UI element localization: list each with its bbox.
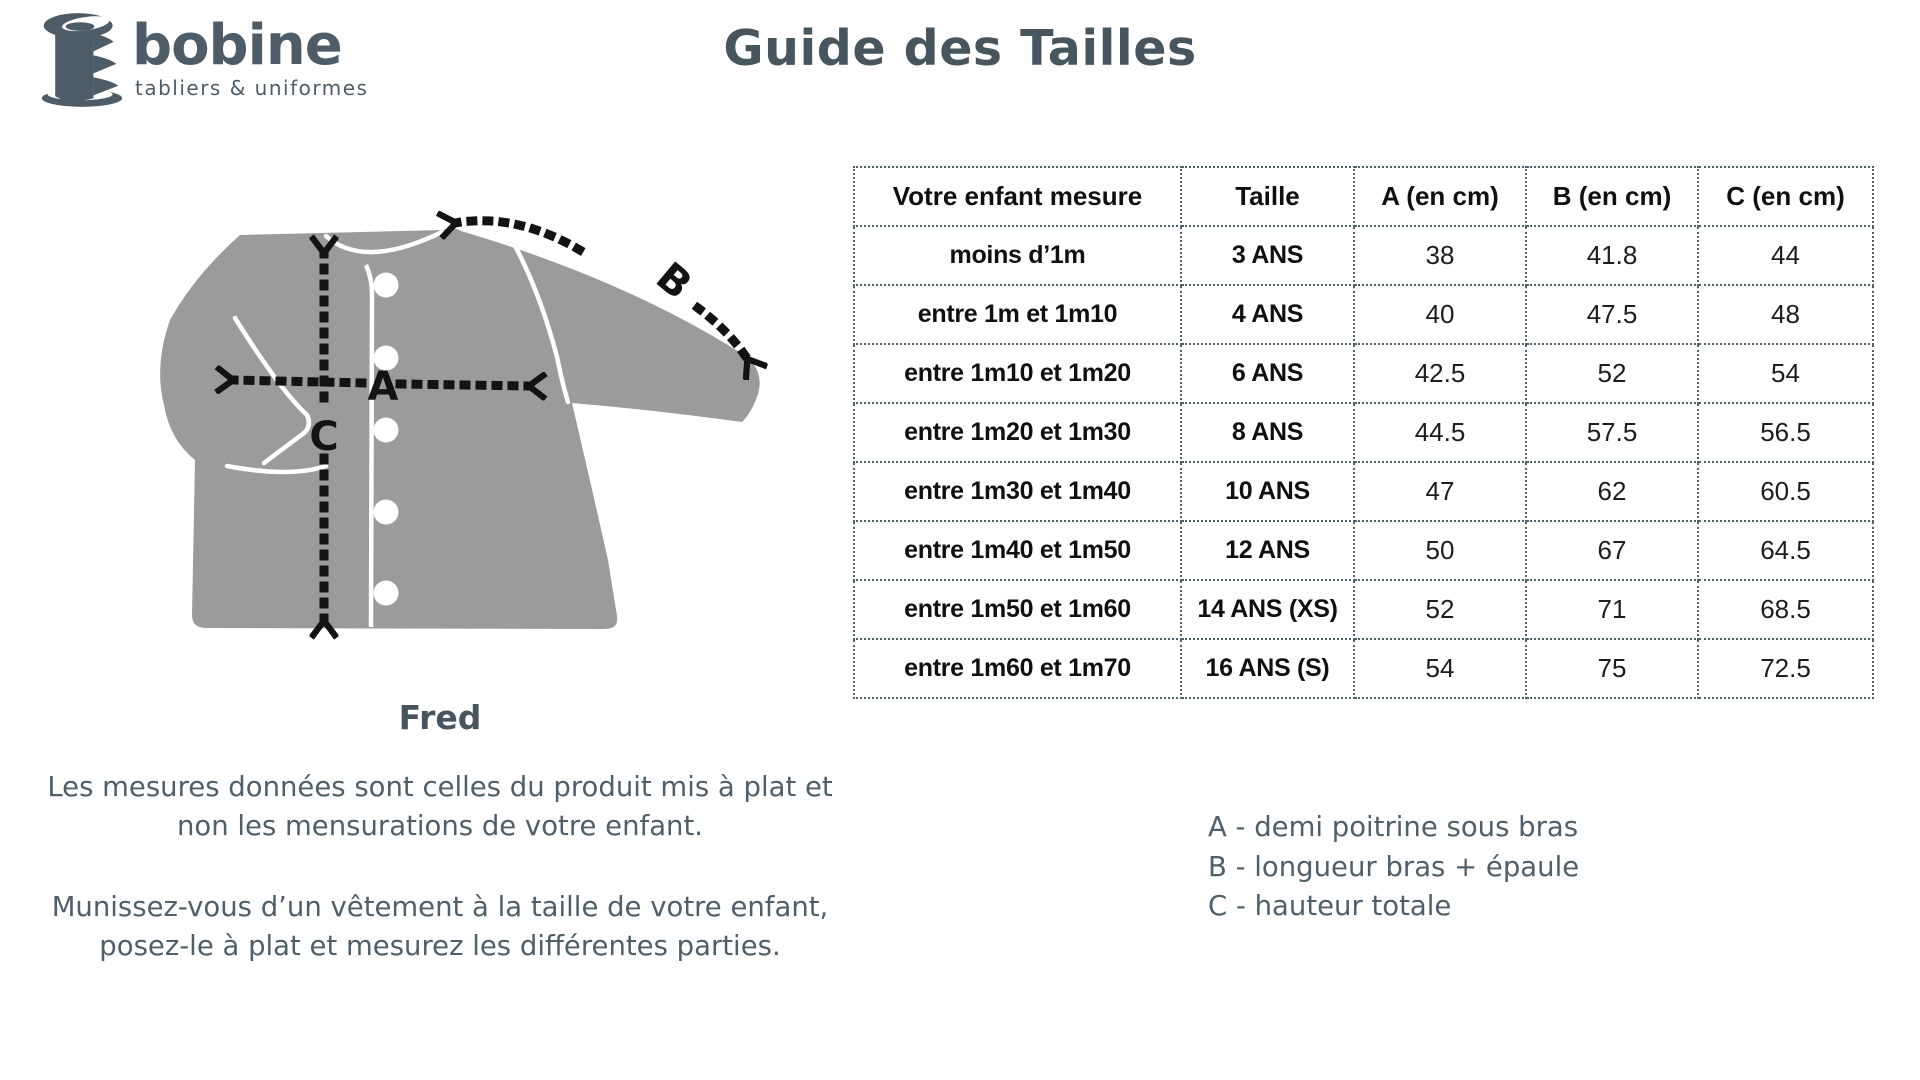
cell-b-cm: 57.5: [1526, 403, 1698, 462]
cell-a-cm: 50: [1354, 521, 1526, 580]
cell-size: 8 ANS: [1181, 403, 1354, 462]
cell-height-range: entre 1m10 et 1m20: [854, 344, 1181, 403]
product-name: Fred: [398, 698, 482, 737]
legend-item-c: C - hauteur totale: [1208, 890, 1452, 922]
cell-size: 16 ANS (S): [1181, 639, 1354, 698]
cell-a-cm: 54: [1354, 639, 1526, 698]
cell-c-cm: 54: [1698, 344, 1873, 403]
cell-c-cm: 56.5: [1698, 403, 1873, 462]
table-row: [854, 462, 1873, 521]
cell-a-cm: 38: [1354, 226, 1526, 285]
cell-height-range: entre 1m40 et 1m50: [854, 521, 1181, 580]
cell-b-cm: 75: [1526, 639, 1698, 698]
cell-b-cm: 62: [1526, 462, 1698, 521]
cell-a-cm: 44.5: [1354, 403, 1526, 462]
size-table: [853, 166, 1874, 699]
cell-size: 12 ANS: [1181, 521, 1354, 580]
cell-size: 14 ANS (XS): [1181, 580, 1354, 639]
cell-c-cm: 64.5: [1698, 521, 1873, 580]
cell-a-cm: 40: [1354, 285, 1526, 344]
note-instructions: Munissez-vous d’un vêtement à la taille de votre enfant, posez-le à plat et mesurez les différentes parties.: [51, 891, 829, 962]
table-row: [854, 403, 1873, 462]
table-row: [854, 226, 1873, 285]
cell-c-cm: 72.5: [1698, 639, 1873, 698]
cell-height-range: entre 1m50 et 1m60: [854, 580, 1181, 639]
cell-b-cm: 41.8: [1526, 226, 1698, 285]
col-header-size: Taille: [1181, 167, 1354, 226]
col-header-a: A (en cm): [1354, 167, 1526, 226]
col-header-b: B (en cm): [1526, 167, 1698, 226]
table-row: [854, 344, 1873, 403]
cell-b-cm: 71: [1526, 580, 1698, 639]
table-row: [854, 285, 1873, 344]
table-row: [854, 521, 1873, 580]
cell-height-range: entre 1m20 et 1m30: [854, 403, 1181, 462]
cell-c-cm: 68.5: [1698, 580, 1873, 639]
cell-b-cm: 47.5: [1526, 285, 1698, 344]
cell-c-cm: 60.5: [1698, 462, 1873, 521]
cell-a-cm: 52: [1354, 580, 1526, 639]
col-header-height: Votre enfant mesure: [854, 167, 1181, 226]
note-measures: Les mesures données sont celles du produit mis à plat et non les mensurations de votre enfant.: [47, 771, 833, 842]
label-a: A: [367, 364, 399, 410]
col-header-c: C (en cm): [1698, 167, 1873, 226]
cell-size: 3 ANS: [1181, 226, 1354, 285]
label-c: C: [309, 414, 339, 460]
cell-c-cm: 44: [1698, 226, 1873, 285]
measure-legend: [1208, 808, 1579, 927]
cell-c-cm: 48: [1698, 285, 1873, 344]
garment-measurement-diagram: [140, 160, 790, 680]
brand-name: bobine: [132, 13, 342, 78]
arrow-a-left: [232, 380, 366, 383]
cell-a-cm: 42.5: [1354, 344, 1526, 403]
cell-size: 6 ANS: [1181, 344, 1354, 403]
cell-height-range: entre 1m et 1m10: [854, 285, 1181, 344]
cell-b-cm: 52: [1526, 344, 1698, 403]
cell-height-range: moins d’1m: [854, 226, 1181, 285]
table-row: [854, 580, 1873, 639]
legend-item-b: B - longueur bras + épaule: [1208, 850, 1580, 883]
page-title: Guide des Tailles: [723, 20, 1197, 77]
arrow-a-right: [400, 384, 530, 386]
label-b: B: [647, 253, 701, 309]
cell-height-range: entre 1m30 et 1m40: [854, 462, 1181, 521]
legend-item-a: A - demi poitrine sous bras: [1208, 811, 1579, 843]
table-row: [854, 639, 1873, 698]
cell-size: 4 ANS: [1181, 285, 1354, 344]
cell-height-range: entre 1m60 et 1m70: [854, 639, 1181, 698]
cell-size: 10 ANS: [1181, 462, 1354, 521]
table-header-row: [854, 167, 1873, 226]
cell-a-cm: 47: [1354, 462, 1526, 521]
cell-b-cm: 67: [1526, 521, 1698, 580]
brand-tagline: tabliers & uniformes: [135, 76, 369, 100]
